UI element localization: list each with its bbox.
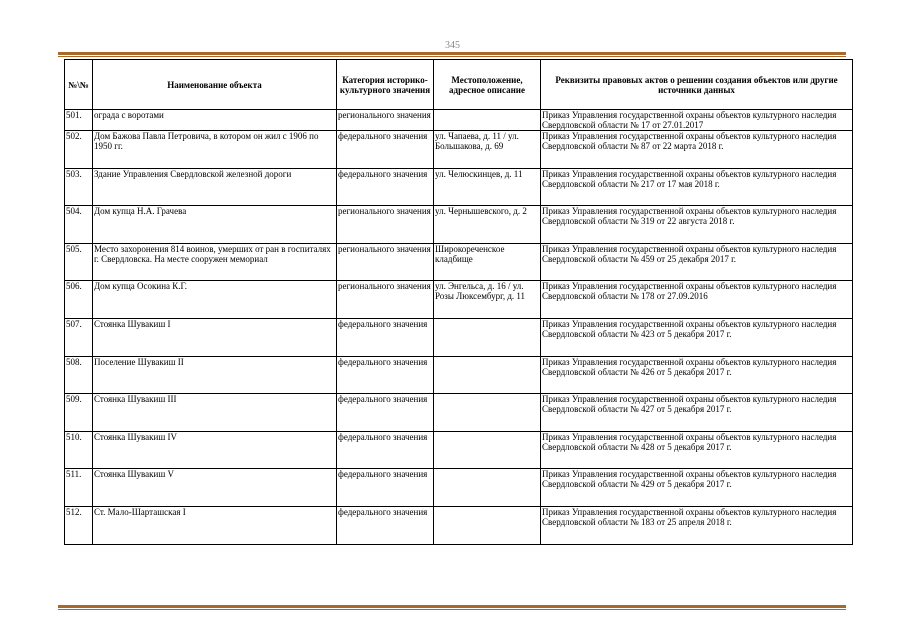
cell-category: федерального значения bbox=[337, 318, 434, 356]
table-row bbox=[65, 318, 853, 356]
cell-acts: Приказ Управления государственной охраны объектов культурного наследия Свердловской области № 178 от 27.09.2016 bbox=[541, 281, 853, 319]
table-row bbox=[65, 506, 853, 544]
table-row bbox=[65, 131, 853, 169]
table-row bbox=[65, 206, 853, 244]
cell-location: ул. Челюскинцев, д. 11 bbox=[434, 168, 541, 206]
cell-location bbox=[434, 506, 541, 544]
header-num: №\№ bbox=[65, 60, 93, 110]
cell-name: Стоянка Шувакиш V bbox=[93, 469, 337, 507]
cell-category: федерального значения bbox=[337, 469, 434, 507]
cell-acts: Приказ Управления государственной охраны объектов культурного наследия Свердловской области № 17 от 27.01.2017 bbox=[541, 110, 853, 131]
cell-acts: Приказ Управления государственной охраны объектов культурного наследия Свердловской области № 87 от 22 марта 2018 г. bbox=[541, 131, 853, 169]
cell-category: регионального значения bbox=[337, 110, 434, 131]
table-row bbox=[65, 431, 853, 469]
cell-category: федерального значения bbox=[337, 506, 434, 544]
table-row bbox=[65, 394, 853, 432]
cell-category: регионального значения bbox=[337, 206, 434, 244]
cell-name: Место захоронения 814 воинов, умерших от ран в госпиталях г. Свердловска. На месте сооружен мемориал bbox=[93, 243, 337, 281]
cell-acts: Приказ Управления государственной охраны объектов культурного наследия Свердловской области № 319 от 22 августа 2018 г. bbox=[541, 206, 853, 244]
table-row bbox=[65, 110, 853, 131]
table-header-row bbox=[65, 60, 853, 110]
cell-num: 503. bbox=[65, 168, 93, 206]
cell-acts: Приказ Управления государственной охраны объектов культурного наследия Свердловской области № 429 от 5 декабря 2017 г. bbox=[541, 469, 853, 507]
heritage-objects-table bbox=[64, 59, 853, 545]
cell-num: 511. bbox=[65, 469, 93, 507]
cell-category: федерального значения bbox=[337, 131, 434, 169]
cell-num: 510. bbox=[65, 431, 93, 469]
cell-num: 512. bbox=[65, 506, 93, 544]
cell-category: федерального значения bbox=[337, 356, 434, 394]
cell-location: Широкореченское кладбище bbox=[434, 243, 541, 281]
cell-num: 506. bbox=[65, 281, 93, 319]
header-category: Категория историко-культурного значения bbox=[337, 60, 434, 110]
cell-location: ул. Чапаева, д. 11 / ул. Большакова, д. 69 bbox=[434, 131, 541, 169]
cell-location bbox=[434, 394, 541, 432]
cell-location bbox=[434, 110, 541, 131]
table-row bbox=[65, 356, 853, 394]
cell-num: 501. bbox=[65, 110, 93, 131]
header-name: Наименование объекта bbox=[93, 60, 337, 110]
cell-num: 502. bbox=[65, 131, 93, 169]
cell-name: Здание Управления Свердловской железной дороги bbox=[93, 168, 337, 206]
cell-acts: Приказ Управления государственной охраны объектов культурного наследия Свердловской области № 428 от 5 декабря 2017 г. bbox=[541, 431, 853, 469]
cell-name: Дом купца Осокина К.Г. bbox=[93, 281, 337, 319]
table-body bbox=[65, 110, 853, 545]
cell-num: 504. bbox=[65, 206, 93, 244]
bottom-rule bbox=[58, 605, 846, 610]
cell-num: 507. bbox=[65, 318, 93, 356]
cell-acts: Приказ Управления государственной охраны объектов культурного наследия Свердловской области № 426 от 5 декабря 2017 г. bbox=[541, 356, 853, 394]
cell-num: 508. bbox=[65, 356, 93, 394]
cell-acts: Приказ Управления государственной охраны объектов культурного наследия Свердловской области № 459 от 25 декабря 2017 г. bbox=[541, 243, 853, 281]
cell-num: 509. bbox=[65, 394, 93, 432]
cell-name: Дом Бажова Павла Петровича, в котором он жил с 1906 по 1950 гг. bbox=[93, 131, 337, 169]
header-location: Местоположение, адресное описание bbox=[434, 60, 541, 110]
table-row bbox=[65, 168, 853, 206]
cell-location bbox=[434, 469, 541, 507]
cell-acts: Приказ Управления государственной охраны объектов культурного наследия Свердловской области № 217 от 17 мая 2018 г. bbox=[541, 168, 853, 206]
cell-name: Дом купца Н.А. Грачева bbox=[93, 206, 337, 244]
table-row bbox=[65, 469, 853, 507]
cell-category: федерального значения bbox=[337, 168, 434, 206]
cell-name: Стоянка Шувакиш I bbox=[93, 318, 337, 356]
cell-category: федерального значения bbox=[337, 431, 434, 469]
cell-category: регионального значения bbox=[337, 281, 434, 319]
cell-acts: Приказ Управления государственной охраны объектов культурного наследия Свердловской области № 183 от 25 апреля 2018 г. bbox=[541, 506, 853, 544]
page-number: 345 bbox=[445, 40, 460, 51]
cell-acts: Приказ Управления государственной охраны объектов культурного наследия Свердловской области № 427 от 5 декабря 2017 г. bbox=[541, 394, 853, 432]
cell-location: ул. Чернышевского, д. 2 bbox=[434, 206, 541, 244]
cell-name: Стоянка Шувакиш IV bbox=[93, 431, 337, 469]
cell-acts: Приказ Управления государственной охраны объектов культурного наследия Свердловской области № 423 от 5 декабря 2017 г. bbox=[541, 318, 853, 356]
table-row bbox=[65, 243, 853, 281]
cell-category: федерального значения bbox=[337, 394, 434, 432]
cell-location bbox=[434, 431, 541, 469]
header-acts: Реквизиты правовых актов о решении создания объектов или другие источники данных bbox=[541, 60, 853, 110]
cell-name: ограда с воротами bbox=[93, 110, 337, 131]
cell-location bbox=[434, 356, 541, 394]
cell-location: ул. Энгельса, д. 16 / ул. Розы Люксембург, д. 11 bbox=[434, 281, 541, 319]
cell-category: регионального значения bbox=[337, 243, 434, 281]
top-rule bbox=[58, 52, 846, 57]
cell-location bbox=[434, 318, 541, 356]
cell-name: Ст. Мало-Шарташская I bbox=[93, 506, 337, 544]
cell-name: Поселение Шувакиш II bbox=[93, 356, 337, 394]
table-row bbox=[65, 281, 853, 319]
cell-num: 505. bbox=[65, 243, 93, 281]
cell-name: Стоянка Шувакиш III bbox=[93, 394, 337, 432]
